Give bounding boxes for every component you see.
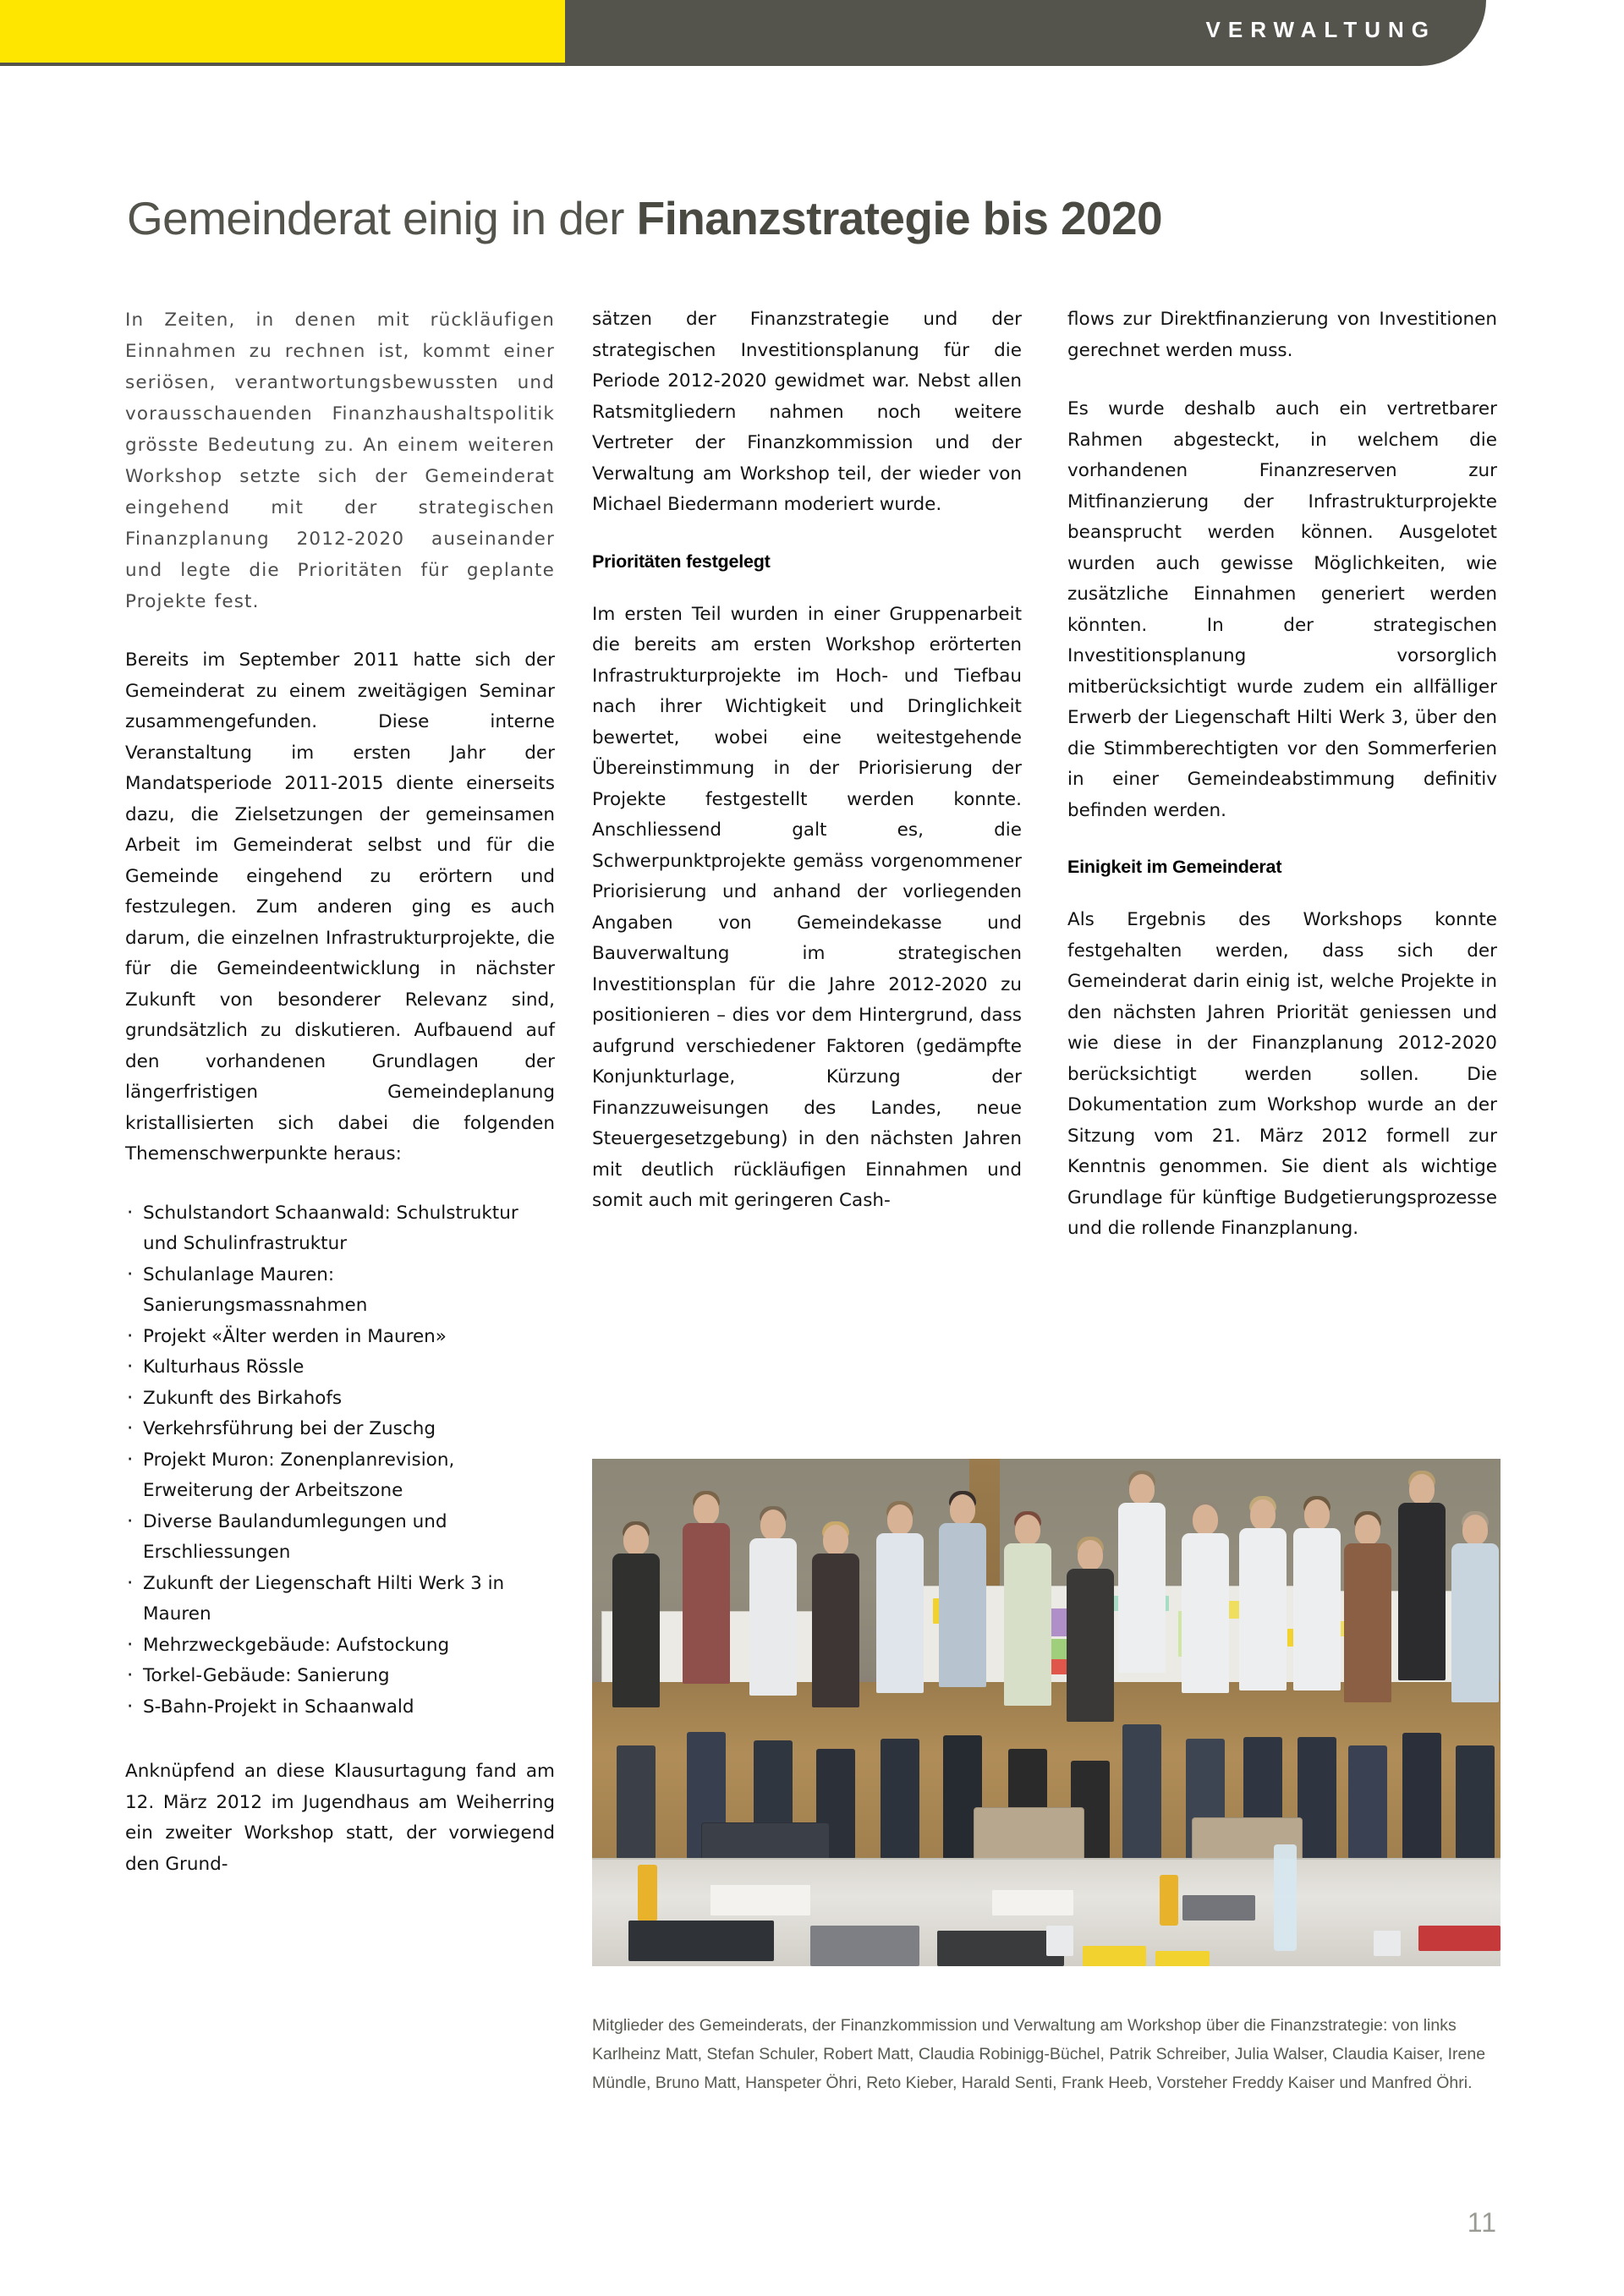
article-column-3 [1067,304,1497,1245]
article-column-1 [125,304,555,1880]
subheading-prioritaeten: Prioritäten festgelegt [592,551,771,572]
page-title-bold: Finanzstrategie bis 2020 [636,191,1162,244]
list-item: · Kulturhaus Rössle [125,1352,555,1384]
list-item: · Zukunft des Birkahofs [125,1384,555,1415]
photo-sticky-pad [1083,1946,1146,1966]
body-paragraph: Als Ergebnis des Workshops konnte festgehalten werden, dass sich der Gemeinderat darin einig ist, welche Projekte in den nächsten Jahren Priorität geniessen und wie diese in der Finanzplanung 2012-2020 berücksichtigt werden sollen. Die Dokumentation zum Workshop wurde an der Sitzung vom 21. März 2012 formell zur Kenntnis genommen. Sie dient als wichtige Grundlage für künftige Budgetierungsprozesse und die rollende Finanzplanung. [1067,909,1497,1239]
photo-person [937,1494,988,1860]
photo-person [747,1510,799,1860]
photo-cup [1046,1926,1073,1956]
photo-laptop [810,1926,919,1966]
list-item: · Schulstandort Schaanwald: Schulstruktur und Schulinfrastruktur [125,1198,555,1260]
photo-person [810,1525,861,1860]
list-item: · Diverse Baulandumlegungen und Erschliessungen [125,1507,555,1569]
photo-bottle [1160,1875,1177,1926]
photo-bottle [1274,1844,1298,1951]
list-item: · Torkel-Gebäude: Sanierung [125,1661,555,1692]
article-column-2 [592,304,1022,1217]
photo-laptop [628,1921,774,1961]
photo-person [874,1504,926,1860]
page-header-banner [0,0,1624,68]
list-item: · Mehrzweckgebäude: Aufstockung [125,1630,555,1662]
photo-folder [1182,1895,1255,1921]
body-paragraph: Bereits im September 2011 hatte sich der Gemeinderat zu einem zweitägigen Seminar zusammengefunden. Diese interne Veranstaltung im ersten Jahr der Mandatsperiode 2011-2015 diente einerseits dazu, die Zielsetzungen der gemeinsamen Arbeit im Gemeinderat selbst und für die Gemeinde eingehend zu erörtern und festzulegen. Zum anderen ging es auch darum, die einzelnen Infrastrukturprojekte, die für die Gemeindeentwicklung in nächster Zukunft von besonderer Relevanz sind, grundsätzlich zu diskutieren. Aufbauend auf den vorhandenen Grundlagen der längerfristigen Gemeindeplanung kristallisierten sich dabei die folgenden Themenschwerpunkte heraus: [125,649,555,1164]
page-title-regular: Gemeinderat einig in der [127,191,637,244]
photo-cup [1374,1931,1401,1956]
group-photo [592,1459,1501,1966]
body-paragraph: Es wurde deshalb auch ein vertretbarer Rahmen abgesteckt, in welchem die vorhandenen Finanzreserven zur Mitfinanzierung der Infrastrukturprojekte beansprucht werden können. Ausgelotet wurden auch gewisse Möglichkeiten, wie zusätzliche Einnahmen generiert werden könnten. In der strategischen Investitionsplanung vorsorglich mitberücksichtigt wurde zudem ein allfälliger Erwerb der Liegenschaft Hilti Werk 3, über den die Stimmberechtigten vor den Sommerferien in einer Gemeindeabstimmung definitiv befinden werden. [1067,398,1497,821]
photo-sticky-pad [1155,1951,1210,1966]
photo-red-case [1418,1926,1501,1951]
photo-person [1451,1515,1500,1860]
body-paragraph: flows zur Direktfinanzierung von Investitionen gerechnet werden muss. [1067,309,1497,361]
body-paragraph: Im ersten Teil wurden in einer Gruppenarbeit die bereits am ersten Workshop erörterten Infrastrukturprojekte im Hoch- und Tiefbau nach ihrer Wichtigkeit und Dringlichkeit bewertet, wobei eine weitestgehende Übereinstimmung in der Priorisierung der Projekte festgestellt werden konnte. Anschliessend galt es, die Schwerpunktprojekte gemäss vorgenommener Priorisierung und anhand der vorliegenden Angaben von Gemeindekasse und Bauverwaltung im strategischen Investitionsplan für die Jahre 2012-2020 zu positionieren – dies vor dem Hintergrund, dass aufgrund verschiedener Faktoren (gedämpfte Konjunkturlage, Kürzung der Finanzzuweisungen des Landes, neue Steuergesetzgebung) in den nächsten Jahren mit deutlich rückläufigen Einnahmen und somit auch mit geringeren Cash- [592,603,1022,1211]
list-item: · Projekt «Älter werden in Mauren» [125,1322,555,1353]
body-paragraph: sätzen der Finanzstrategie und der strategischen Investitionsplanung für die Periode 2012-2020 gewidmet war. Nebst allen Ratsmitgliedern nahmen noch weitere Vertreter der Finanzkommission und der Verwaltung am Workshop teil, der wieder von Michael Biedermann moderiert wurde. [592,309,1022,515]
photo-person [1115,1474,1169,1860]
photo-document [992,1890,1074,1915]
topics-bullet-list [125,1198,555,1723]
lead-paragraph: In Zeiten, in denen mit rückläufigen Einnahmen zu rechnen ist, kommt einer seriösen, verantwortungsbewussten und vorausschauenden Finanzhaushaltspolitik grösste Bedeutung zu. An einem weiteren Workshop setzte sich der Gemeinderat eingehend mit der strategischen Finanzplanung 2012-2020 auseinander und legte die Prioritäten für geplante Projekte fest. [125,310,555,612]
photo-caption: Mitglieder des Gemeinderats, der Finanzkommission und Verwaltung am Workshop über die Finanzstrategie: von links Karlheinz Matt, Stefan Schuler, Robert Matt, Claudia Robinigg-Büchel, Patrik Schreiber, Julia Walser, Claudia Kaiser, Irene Mündle, Bruno Matt, Hanspeter Öhri, Reto Kieber, Harald Senti, Frank Heeb, Vorsteher Freddy Kaiser und Manfred Öhri. [592,2016,1486,2092]
group-photo-image [592,1459,1501,1966]
photo-document [710,1885,810,1915]
photo-person [1292,1499,1342,1860]
page-number: 11 [1467,2207,1497,2238]
header-yellow-shape [0,0,565,63]
photo-bottle [638,1865,658,1921]
photo-person [1396,1474,1448,1860]
photo-person [1237,1499,1288,1860]
subheading-einigkeit: Einigkeit im Gemeinderat [1067,857,1282,877]
photo-person [1341,1515,1394,1860]
photo-person [1178,1504,1232,1860]
photo-folder [937,1931,1064,1966]
list-item: · Schulanlage Mauren: Sanierungsmassnahmen [125,1260,555,1322]
photo-person [678,1494,734,1860]
photo-person [610,1525,662,1860]
list-item: · S-Bahn-Projekt in Schaanwald [125,1692,555,1723]
body-paragraph: Anknüpfend an diese Klausurtagung fand am 12. März 2012 im Jugendhaus am Weiherring ein zweiter Workshop statt, der vorwiegend den Grund- [125,1761,555,1875]
list-item: · Zukunft der Liegenschaft Hilti Werk 3 in Mauren [125,1569,555,1630]
list-item: · Projekt Muron: Zonenplanrevision, Erweiterung der Arbeitszone [125,1445,555,1507]
list-item: · Verkehrsführung bei der Zuschg [125,1414,555,1445]
page-title [127,190,1497,246]
section-label: VERWALTUNG [1205,17,1436,42]
